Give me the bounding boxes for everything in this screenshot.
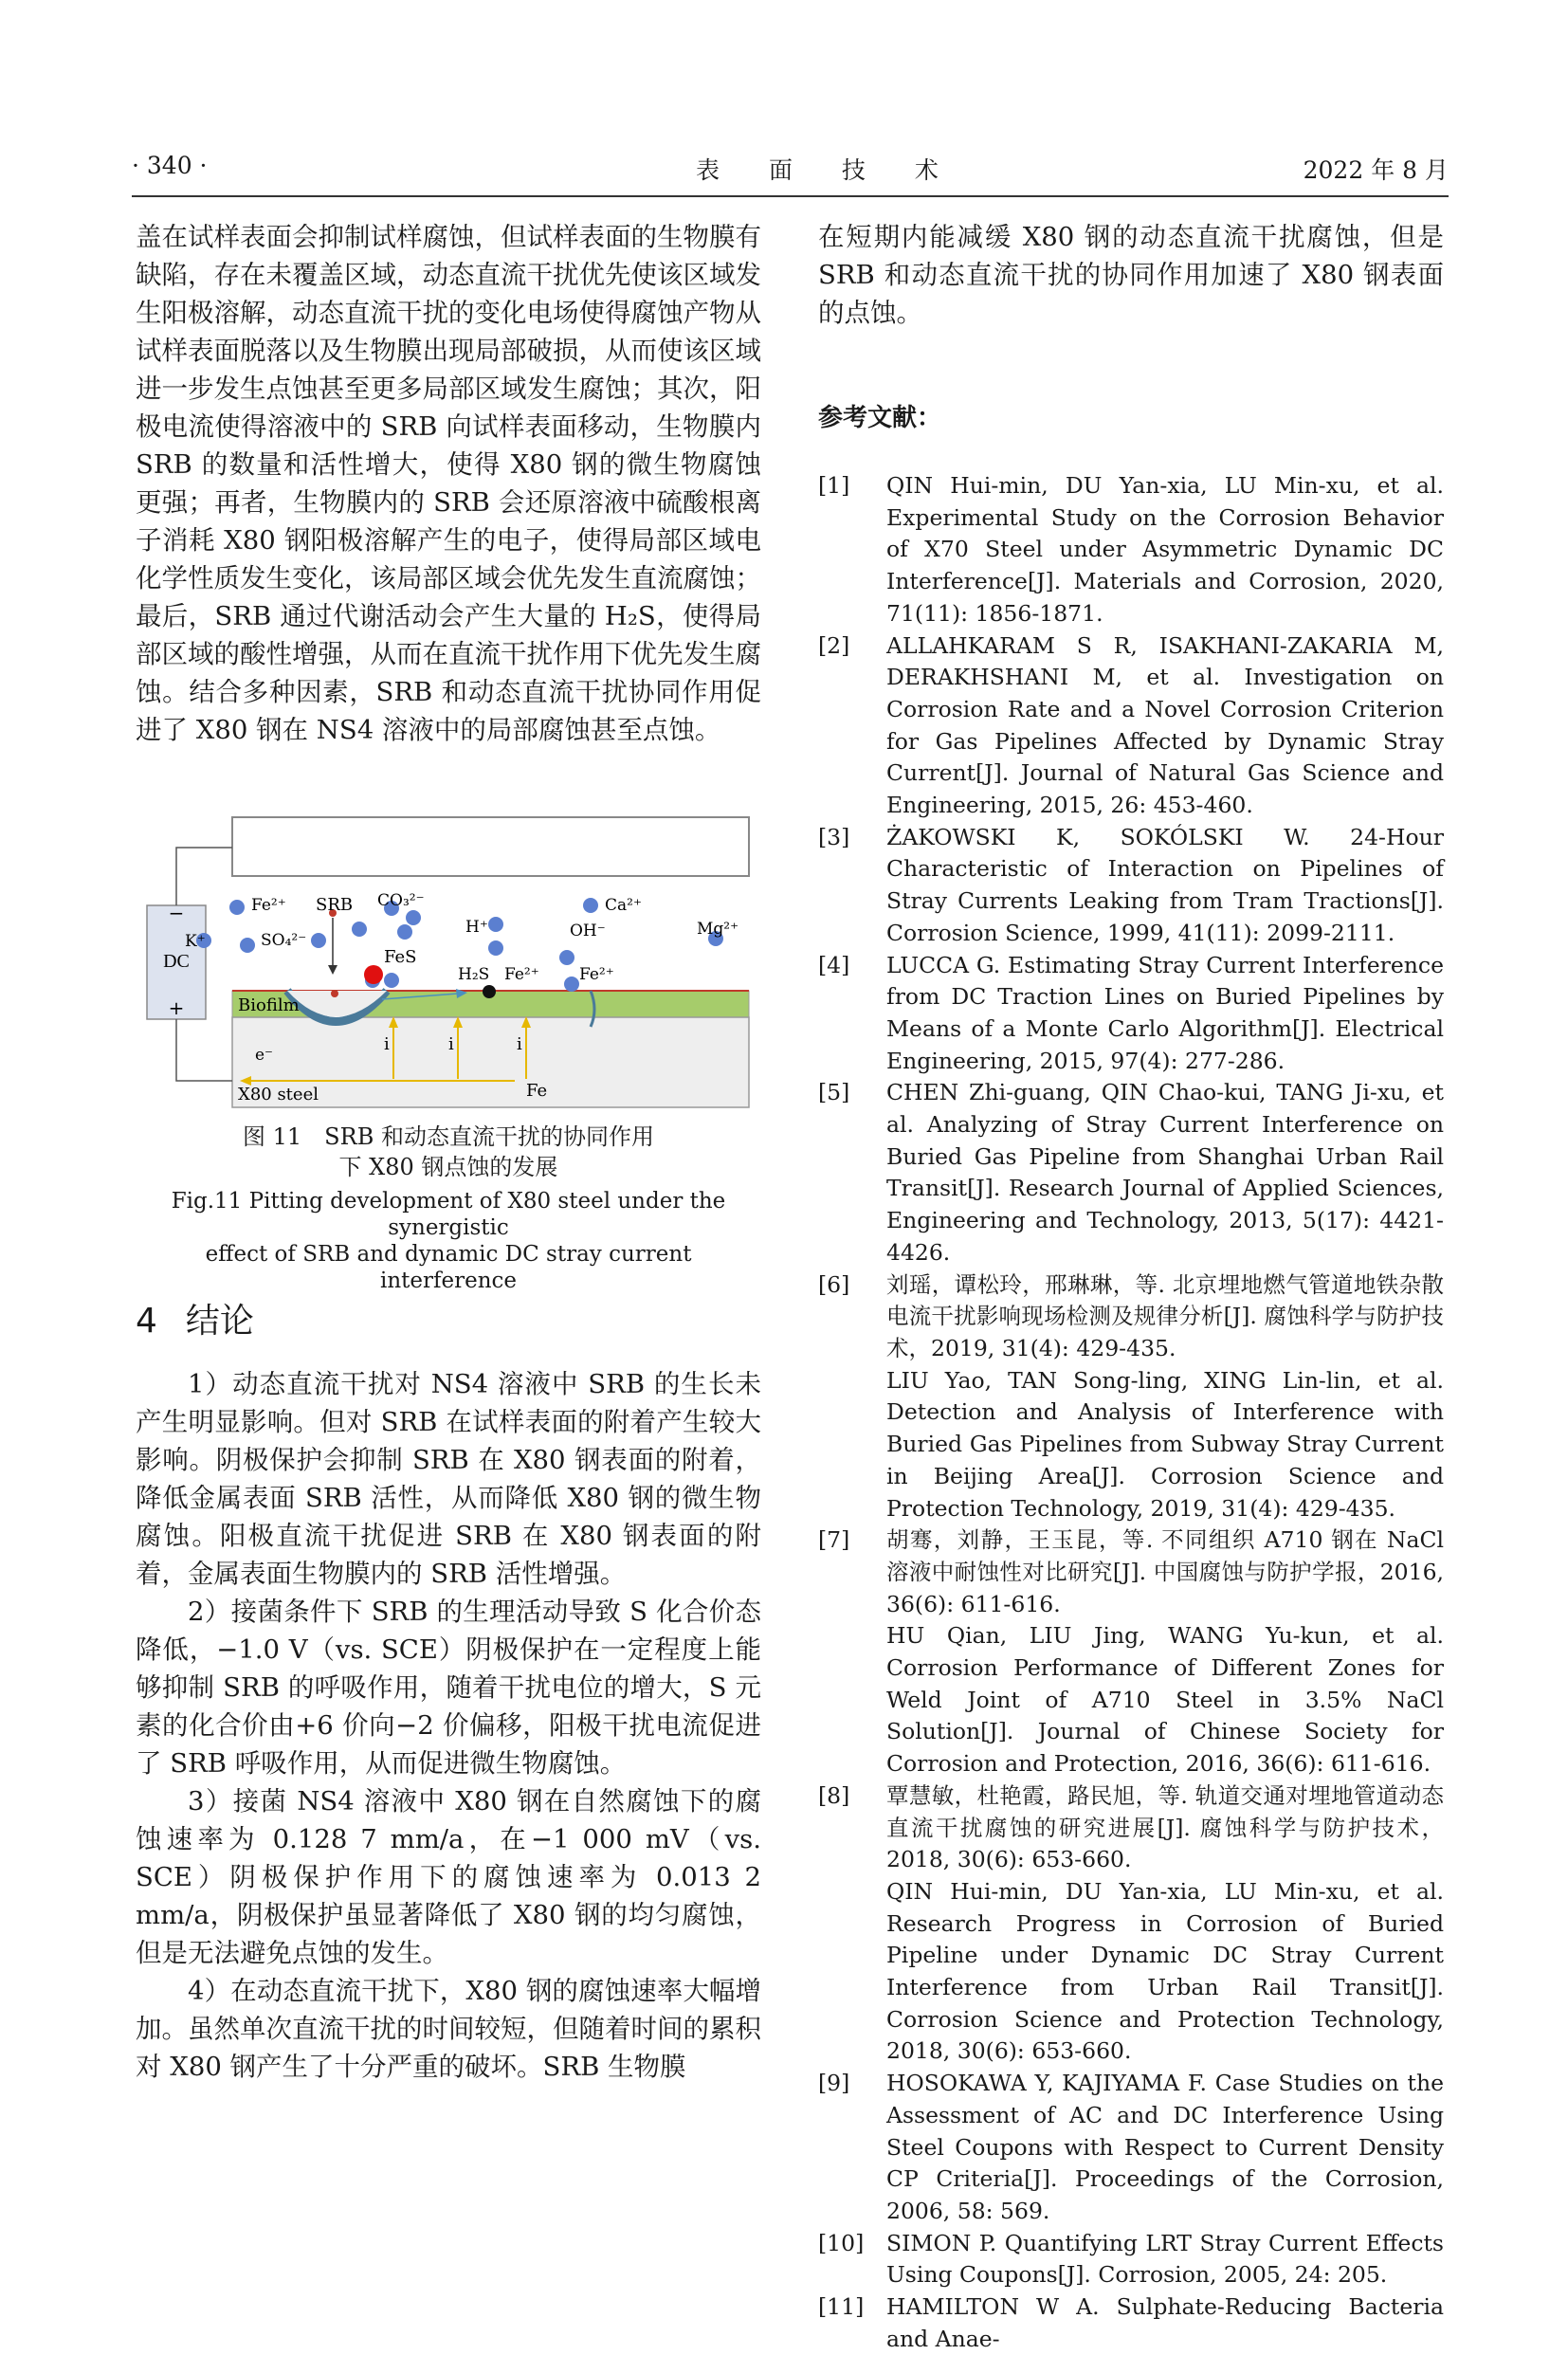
ref-text: QIN Hui-min, DU Yan-xia, LU Min-xu, et al. Experimental Study on the Corrosion Behavior of X70 Steel under Asymmetric Dynamic DC Interference[J]. Materials and Corrosion, 2020, 71(11): 1856-1871. (886, 472, 1444, 627)
caption-cn-line-2: 下 X80 钢点蚀的发展 (338, 1154, 558, 1180)
section-title: 结论 (185, 1302, 254, 1341)
ref-text-cn: 刘瑶，谭松玲，邢琳琳，等. 北京埋地燃气管道地铁杂散电流干扰影响现场检测及规律分析[J]. 腐蚀科学与防护技术，2019, 31(4): 429-435. (886, 1270, 1444, 1361)
ref-text: ALLAHKARAM S R, ISAKHANI-ZAKARIA M, DERAKHSHANI M, et al. Investigation on Corrosion Rate and a Novel Corrosion Criterion for Gas Pipelines Affected by Dynamic Stray Current[J]. Journal of Natural Gas Science and Engineering, 2015, 26: 453-460. (886, 631, 1444, 819)
ref-number: [2] (818, 631, 850, 659)
journal-name: 表 面 技 术 (696, 156, 959, 184)
reference-item (818, 470, 1444, 630)
ref-text: CHEN Zhi-guang, QIN Chao-kui, TANG Ji-xu, et al. Analyzing of Stray Current Interference on Buried Gas Pipeline from Shanghai Urban Rail Transit[J]. Research Journal of Applied Sciences, Engineering and Technology, 2013, 5(17): 4421-4426. (886, 1079, 1444, 1266)
reference-item (818, 2228, 1444, 2291)
ref-text: ŻAKOWSKI K, SOKÓLSKI W. 24-Hour Characteristic of Interaction on Pipelines of Stray Currents Leaking from Tram Tractions[J]. Corrosion Science, 1999, 41(11): 2099-2111. (886, 823, 1444, 946)
ion-mg (488, 917, 503, 932)
reference-item (818, 822, 1444, 950)
right-column (818, 218, 1444, 332)
ref-number: [6] (818, 1270, 850, 1298)
body-paragraph: 盖在试样表面会抑制试样腐蚀，但试样表面的生物膜有缺陷，存在未覆盖区域，动态直流干扰优先使该区域发生阳极溶解，动态直流干扰的变化电场使得腐蚀产物从试样表面脱落以及生物膜出现局部破损，从而使该区域进一步发生点蚀甚至更多局部区域发生腐蚀；其次，阳极电流使得溶液中的 SRB 向试样表面移动，生物膜内 SRB 的数量和活性增大，使得 X80 钢的微生物腐蚀更强；再者，生物膜内的 SRB 会还原溶液中硫酸根离子消耗 X80 钢阳极溶解产生的电子，使得局部区域电化学性质发生变化，该局部区域会优先发生直流腐蚀；最后，SRB 通过代谢活动会产生大量的 H₂S，使得局部区域的酸性增强，从而在直流干扰作用下优先发生腐蚀。结合多种因素，SRB 和动态直流干扰协同作用促进了 X80 钢在 NS4 溶液中的局部腐蚀甚至点蚀。 (136, 222, 761, 745)
label-biofilm: Biofilm (238, 995, 300, 1015)
ref-text: HAMILTON W A. Sulphate-Reducing Bacteria and Anae- (886, 2293, 1444, 2352)
ion-h (352, 922, 367, 937)
label-i1: i (384, 1034, 390, 1054)
ion-so4 (240, 938, 255, 953)
conclusions (136, 1365, 761, 2086)
header-rule (132, 195, 1449, 197)
ref-number: [4] (818, 951, 850, 978)
label-mg: Mg²⁺ (697, 920, 739, 939)
ref-number: [5] (818, 1079, 850, 1106)
ion-fe2 (229, 900, 245, 915)
reference-item (818, 1269, 1444, 1525)
reference-item (818, 2068, 1444, 2228)
label-srb: SRB (316, 895, 354, 915)
figure-caption-en (136, 1188, 761, 1294)
label-steel: X80 steel (238, 1085, 319, 1104)
label-h2s: H₂S (458, 965, 490, 984)
ref-number: [8] (818, 1781, 850, 1809)
caption-cn-line-1: 图 11 SRB 和动态直流干扰的协同作用 (243, 1123, 654, 1150)
figure-caption-cn (136, 1122, 761, 1182)
reference-item (818, 950, 1444, 1078)
conclusion-1: 1）动态直流干扰对 NS4 溶液中 SRB 的生长未产生明显影响。但对 SRB 在试样表面的附着产生较大影响。阴极保护会抑制 SRB 在 X80 钢表面的附着，降低金属表面 SRB 活性，从而降低 X80 钢的微生物腐蚀。阳极直流干扰促进 SRB 在 X80 钢表面的附着，金属表面生物膜内的 SRB 活性增强。 (136, 1369, 761, 1589)
ion-fe2-c (559, 950, 574, 965)
ref-number: [9] (818, 2070, 850, 2097)
label-fe: Fe (526, 1081, 548, 1101)
caption-en-line-1: Fig.11 Pitting development of X80 steel under the synergistic (171, 1189, 726, 1240)
ion-oh (397, 924, 412, 940)
ion-ca-b (583, 898, 598, 913)
caption-en-line-2: effect of SRB and dynamic DC stray current interference (205, 1242, 692, 1293)
label-fe2: Fe²⁺ (251, 896, 286, 915)
label-fe2-c: Fe²⁺ (579, 965, 614, 984)
reference-item (818, 1524, 1444, 1780)
srb-cell-biofilm (331, 990, 338, 997)
wire-bottom (176, 1019, 232, 1081)
reference-item (818, 2291, 1444, 2355)
ref-number: [7] (818, 1526, 850, 1554)
ref-text-en: QIN Hui-min, DU Yan-xia, LU Min-xu, et al. Research Progress in Corrosion of Buried Pipeline under Dynamic DC Stray Current Interference from Urban Rail Transit[J]. Corrosion Science and Protection Technology, 2018, 30(6): 653-660. (886, 1877, 1444, 2065)
label-i3: i (517, 1034, 522, 1054)
ref-text: LUCCA G. Estimating Stray Current Interference from DC Traction Lines on Buried Pipelines by Means of a Monte Carlo Algorithm[J]. Electrical Engineering, 2015, 97(4): 277-286. (886, 951, 1444, 1074)
label-h: H⁺ (465, 918, 488, 937)
ion-fe2-b (384, 973, 399, 988)
ion-ca (406, 910, 421, 925)
h2s-particle (483, 985, 496, 998)
ref-text-cn: 胡骞，刘静，王玉昆，等. 不同组织 A710 钢在 NaCl 溶液中耐蚀性对比研究[J]. 中国腐蚀与防护学报，2016, 36(6): 611-616. (886, 1526, 1444, 1617)
label-fes: FeS (384, 947, 417, 967)
label-so4: SO₄²⁻ (261, 931, 307, 950)
label-oh: OH⁻ (570, 922, 606, 940)
references-title: 参考文献： (818, 404, 942, 432)
section-number: 4 (136, 1302, 157, 1341)
ion-fe2-d (564, 977, 579, 992)
conclusion-3: 3）接菌 NS4 溶液中 X80 钢在自然腐蚀下的腐蚀速率为 0.128 7 mm/a，在−1 000 mV（vs. SCE）阴极保护作用下的腐蚀速率为 0.013 2 mm/a，阴极保护虽显著降低了 X80 钢的均匀腐蚀，但是无法避免点蚀的发生。 (136, 1786, 761, 1968)
reference-item (818, 630, 1444, 822)
minus-label: − (168, 902, 185, 924)
label-fe2-b: Fe²⁺ (504, 965, 539, 984)
ion-srb-dot (311, 933, 326, 948)
ref-text: HOSOKAWA Y, KAJIYAMA F. Case Studies on the Assessment of AC and DC Interference Using Steel Coupons with Respect to Current Density CP Criteria[J]. Proceedings of the Corrosion, 2006, 58: 569. (886, 2070, 1444, 2224)
ref-text: SIMON P. Quantifying LRT Stray Current Effects Using Coupons[J]. Corrosion, 2005, 24: 205. (886, 2229, 1444, 2289)
ref-number: [11] (818, 2293, 865, 2321)
page-header (132, 152, 1449, 195)
conclusion-2: 2）接菌条件下 SRB 的生理活动导致 S 化合价态降低，−1.0 V（vs. SCE）阴极保护在一定程度上能够抑制 SRB 的呼吸作用，随着干扰电位的增大，S 元素的化合价由+6 价向−2 价偏移，阳极干扰电流促进了 SRB 呼吸作用，从而促进微生物腐蚀。 (136, 1597, 761, 1779)
label-ca: Ca²⁺ (605, 896, 642, 915)
ref-text-en: HU Qian, LIU Jing, WANG Yu-kun, et al. Corrosion Performance of Different Zones for Weld Joint of A710 Steel in 3.5% NaCl Solution[J]. Journal of Chinese Society for Corrosion and Protection, 2016, 36(6): 611-616. (886, 1622, 1444, 1778)
wire-top (176, 848, 232, 905)
ion-h-b (488, 940, 503, 956)
plus-label: + (168, 996, 185, 1019)
label-i2: i (448, 1034, 454, 1054)
label-k: K⁺ (185, 932, 206, 951)
srb-pitting-diagram (136, 815, 761, 1109)
section-heading (136, 1294, 254, 1342)
conclusion-4: 4）在动态直流干扰下，X80 钢的腐蚀速率大幅增加。虽然单次直流干扰的时间较短，但随着时间的累积对 X80 钢产生了十分严重的破坏。SRB 生物膜 (136, 1976, 761, 2082)
figure-11 (136, 815, 761, 1109)
ref-text-en: LIU Yao, TAN Song-ling, XING Lin-lin, et al. Detection and Analysis of Interference with Buried Gas Pipelines from Subway Stray Current in Beijing Area[J]. Corrosion Science and Protection Technology, 2019, 31(4): 429-435. (886, 1366, 1444, 1522)
electrolyte-top-box (232, 817, 749, 876)
references-list (818, 470, 1444, 2355)
reference-item (818, 1077, 1444, 1269)
reference-item (818, 1780, 1444, 2068)
ref-number: [1] (818, 472, 850, 499)
label-electron: e⁻ (255, 1046, 274, 1065)
dc-label: DC (163, 951, 190, 972)
body-paragraph-continued: 在短期内能减缓 X80 钢的动态直流干扰腐蚀，但是 SRB 和动态直流干扰的协同作用加速了 X80 钢表面的点蚀。 (818, 222, 1444, 328)
ref-number: [3] (818, 823, 850, 850)
issue-date: 2022 年 8 月 (1303, 156, 1449, 184)
label-co3: CO₃²⁻ (377, 891, 425, 910)
fes-particle (364, 965, 383, 984)
ref-text-cn: 覃慧敏，杜艳霞，路民旭，等. 轨道交通对埋地管道动态直流干扰腐蚀的研究进展[J]. 腐蚀科学与防护技术，2018, 30(6): 653-660. (886, 1781, 1444, 1873)
ref-number: [10] (818, 2229, 865, 2256)
page-number: · 340 · (132, 152, 208, 179)
left-column (136, 218, 761, 749)
